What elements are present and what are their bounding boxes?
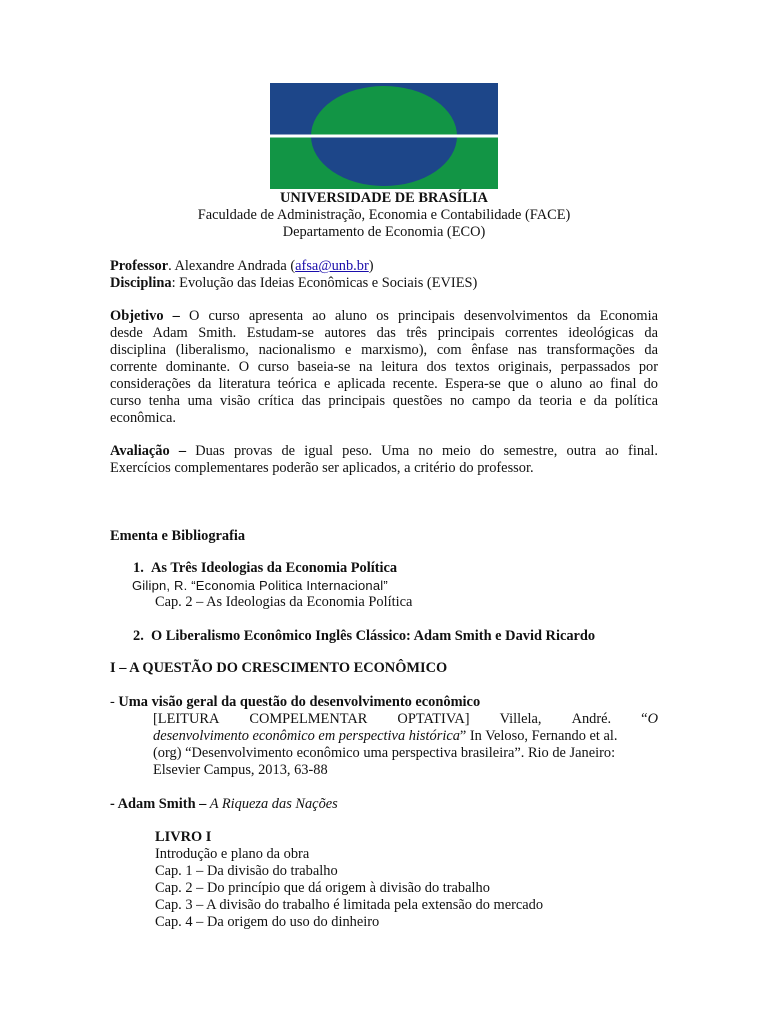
ementa-item-2-number: 2. bbox=[133, 628, 144, 644]
objetivo-line-6: curso tenha uma visão crítica das principais questões no campo da teoria e da política bbox=[110, 393, 658, 409]
objetivo-label: Objetivo – bbox=[110, 308, 180, 324]
smith-item-cap1: Cap. 1 – Da divisão do trabalho bbox=[155, 863, 338, 879]
avaliacao-line-1 bbox=[110, 443, 658, 460]
reading-line-1 bbox=[153, 711, 658, 728]
smith-item-cap4: Cap. 4 – Da origem do uso do dinheiro bbox=[155, 914, 380, 930]
section-1-subtitle-line bbox=[110, 694, 658, 711]
ementa-item-1-chapter: Cap. 2 – As Ideologias da Economia Política bbox=[155, 594, 413, 610]
department-name: Departamento de Economia (ECO) bbox=[282, 224, 486, 240]
reading-word-optativa: OPTATIVA] bbox=[397, 711, 470, 727]
ementa-item-1 bbox=[133, 560, 658, 577]
objetivo-line-3: disciplina (liberalismo, nacionalismo e marxismo), com ênfase nas transformações da bbox=[110, 342, 658, 358]
smith-heading bbox=[110, 796, 658, 813]
ementa-item-2 bbox=[133, 628, 658, 645]
objetivo-line-4: corrente dominante. O curso baseia-se na leitura dos textos originais, perpassados por bbox=[110, 359, 658, 375]
disciplina-line bbox=[110, 275, 658, 292]
professor-line bbox=[110, 258, 658, 275]
ementa-item-2-title: O Liberalismo Econômico Inglês Clássico: Adam Smith e David Ricardo bbox=[151, 628, 596, 644]
ementa-item-1-title: As Três Ideologias da Economia Política bbox=[151, 560, 398, 576]
objetivo-line-2: desde Adam Smith. Estudam-se autores das três principais correntes ideológicas da bbox=[110, 325, 658, 341]
reading-quote-title bbox=[641, 711, 658, 728]
objetivo-line-1 bbox=[110, 308, 658, 325]
reading-word-villela: Villela, bbox=[499, 711, 542, 727]
smith-dash: - bbox=[110, 796, 118, 812]
professor-close: ) bbox=[368, 258, 374, 274]
reading-line-3: (org) “Desenvolvimento econômico uma perspectiva brasileira”. Rio de Janeiro: bbox=[153, 745, 616, 761]
reading-word-leitura: [LEITURA bbox=[153, 711, 220, 727]
reading-open-quote: “ bbox=[641, 711, 648, 727]
reading-word-andre: André. bbox=[571, 711, 612, 727]
disciplina-label: Disciplina bbox=[110, 275, 172, 291]
smith-item-cap3: Cap. 3 – A divisão do trabalho é limitada pela extensão do mercado bbox=[155, 897, 544, 913]
smith-work: A Riqueza das Nações bbox=[206, 796, 338, 812]
reading-title: desenvolvimento econômico em perspectiva histórica bbox=[153, 728, 460, 744]
section-1-dash: - bbox=[110, 694, 119, 710]
reading-line-4: Elsevier Campus, 2013, 63-88 bbox=[153, 762, 328, 778]
section-1-subtitle: Uma visão geral da questão do desenvolvimento econômico bbox=[118, 694, 481, 710]
avaliacao-text: Duas provas de igual peso. Uma no meio do semestre, outra ao final. bbox=[186, 443, 658, 459]
faculty-name: Faculdade de Administração, Economia e Contabilidade (FACE) bbox=[197, 207, 571, 223]
ementa-item-1-number: 1. bbox=[133, 560, 144, 576]
smith-book-title: LIVRO I bbox=[155, 829, 212, 845]
smith-item-intro: Introdução e plano da obra bbox=[155, 846, 310, 862]
reading-word-complementar: COMPELMENTAR bbox=[249, 711, 368, 727]
professor-email-link[interactable]: afsa@unb.br bbox=[295, 258, 369, 274]
ementa-item-1-ref: Gilipn, R. “Economia Politica Internacional” bbox=[132, 578, 388, 593]
university-name: UNIVERSIDADE DE BRASÍLIA bbox=[280, 190, 488, 206]
unb-logo bbox=[270, 83, 498, 189]
reading-title-start: O bbox=[647, 711, 658, 727]
section-1-title: I – A QUESTÃO DO CRESCIMENTO ECONÔMICO bbox=[110, 660, 448, 676]
professor-label: Professor bbox=[110, 258, 169, 274]
smith-item-cap2: Cap. 2 – Do princípio que dá origem à divisão do trabalho bbox=[155, 880, 490, 896]
avaliacao-label: Avaliação – bbox=[110, 443, 187, 459]
reading-line-2 bbox=[153, 728, 658, 745]
professor-name: . Alexandre Andrada ( bbox=[168, 258, 296, 274]
ementa-title: Ementa e Bibliografia bbox=[110, 528, 246, 544]
objetivo-text: O curso apresenta ao aluno os principais desenvolvimentos da Economia bbox=[179, 308, 658, 324]
reading-editor: ” In Veloso, Fernando et al. bbox=[459, 728, 618, 744]
disciplina-value: : Evolução das Ideias Econômicas e Sociais (EVIES) bbox=[171, 275, 478, 291]
smith-author: Adam Smith – bbox=[117, 796, 207, 812]
avaliacao-line-2: Exercícios complementares poderão ser aplicados, a critério do professor. bbox=[110, 460, 534, 476]
objetivo-line-5: considerações da literatura teórica e aplicada recente. Espera-se que o aluno ao final do bbox=[110, 376, 658, 392]
objetivo-line-7: econômica. bbox=[110, 410, 176, 426]
